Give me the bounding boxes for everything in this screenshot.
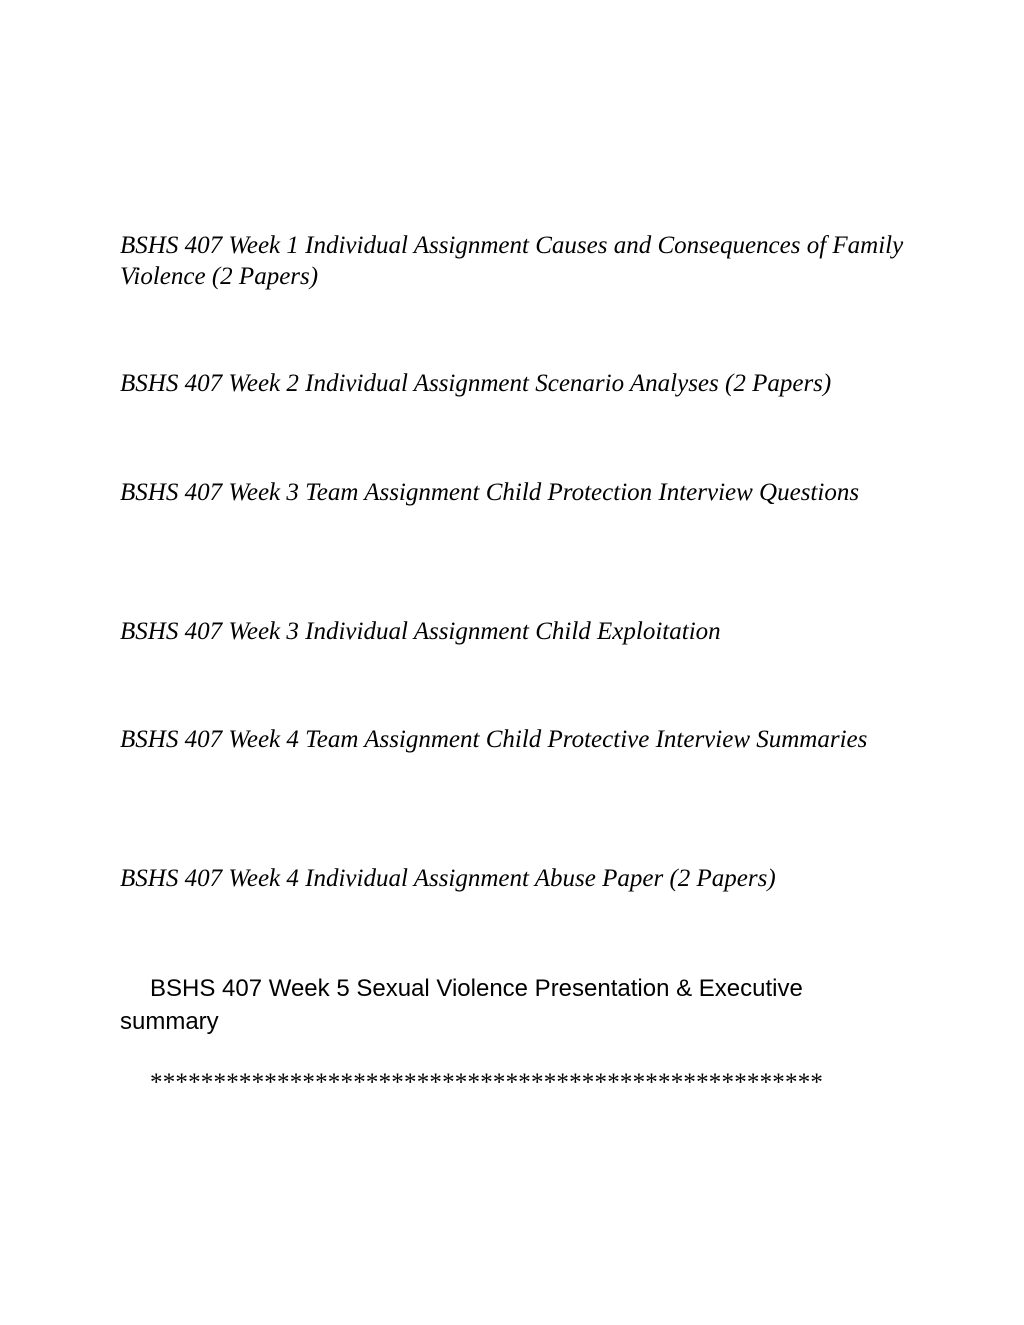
assignment-title-week-3-team: BSHS 407 Week 3 Team Assignment Child Protection Interview Questions	[120, 479, 860, 506]
assignment-title-week-4-individual: BSHS 407 Week 4 Individual Assignment Abuse Paper (2 Papers)	[120, 865, 776, 892]
assignment-title-week-2-individual: BSHS 407 Week 2 Individual Assignment Scenario Analyses (2 Papers)	[120, 370, 832, 397]
assignment-title-week-4-team: BSHS 407 Week 4 Team Assignment Child Protective Interview Summaries	[120, 726, 868, 753]
assignment-title-week-5-presentation: BSHS 407 Week 5 Sexual Violence Presentation & Executive summary	[120, 975, 803, 1035]
asterisk-separator: *****************************************************	[150, 1069, 824, 1096]
assignment-title-week-3-individual: BSHS 407 Week 3 Individual Assignment Child Exploitation	[120, 618, 721, 645]
assignment-title-week-1-individual: BSHS 407 Week 1 Individual Assignment Causes and Consequences of Family Violence (2 Papers)	[120, 232, 904, 290]
